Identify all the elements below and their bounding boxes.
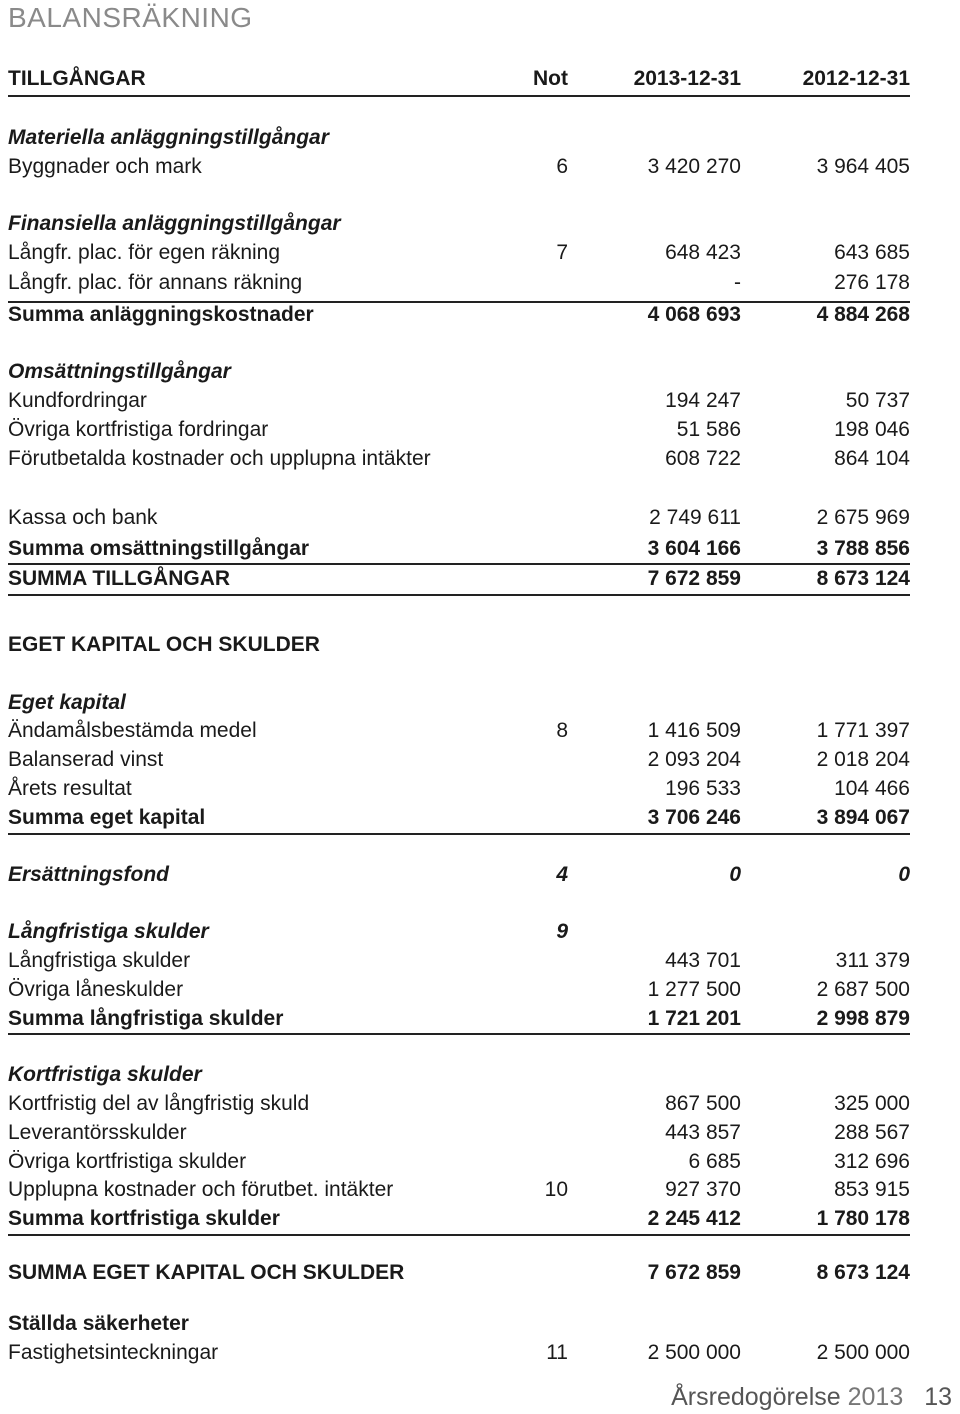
divider bbox=[8, 1234, 910, 1236]
row-label: Ställda säkerheter bbox=[8, 1312, 189, 1335]
row-label: Ändamålsbestämda medel bbox=[8, 719, 257, 742]
row-label: Byggnader och mark bbox=[8, 155, 202, 178]
row-note: 11 bbox=[546, 1341, 568, 1364]
row-value-2012: 3 788 856 bbox=[816, 537, 910, 560]
row-value-2012: 1 780 178 bbox=[816, 1207, 910, 1230]
row-value-2013: 927 370 bbox=[665, 1178, 741, 1201]
row-value-2012: 288 567 bbox=[834, 1121, 910, 1144]
row-note: 6 bbox=[556, 155, 568, 178]
row-value-2013: 867 500 bbox=[665, 1092, 741, 1115]
row-value-2012: 1 771 397 bbox=[816, 719, 910, 742]
row-label: Upplupna kostnader och förutbet. intäkter bbox=[8, 1178, 394, 1201]
row-label: Materiella anläggningstillgångar bbox=[8, 126, 329, 149]
row-value-2013: 443 857 bbox=[665, 1121, 741, 1144]
row-label: Kassa och bank bbox=[8, 506, 158, 529]
row-label: Förutbetalda kostnader och upplupna intäkter bbox=[8, 447, 431, 470]
row-value-2013: 6 685 bbox=[688, 1150, 741, 1173]
divider bbox=[8, 833, 910, 835]
table-row bbox=[8, 564, 910, 594]
table-row bbox=[8, 1309, 910, 1339]
table-row bbox=[8, 975, 910, 1005]
row-label: Summa långfristiga skulder bbox=[8, 1007, 284, 1030]
table-row bbox=[8, 946, 910, 976]
row-label: Summa anläggningskostnader bbox=[8, 303, 314, 326]
row-value-2012: 0 bbox=[898, 863, 910, 886]
row-label: Summa eget kapital bbox=[8, 806, 206, 829]
row-label: Omsättningstillgångar bbox=[8, 360, 231, 383]
row-value-2012: 2 675 969 bbox=[816, 506, 910, 529]
row-value-2013: 194 247 bbox=[665, 389, 741, 412]
table-row bbox=[8, 503, 910, 533]
table-row bbox=[8, 386, 910, 416]
row-label: Övriga kortfristiga skulder bbox=[8, 1150, 247, 1173]
row-value-2013: 3 706 246 bbox=[647, 806, 741, 829]
table-row bbox=[8, 688, 910, 718]
row-value-2013: 443 701 bbox=[665, 949, 741, 972]
row-note: 9 bbox=[556, 920, 568, 943]
table-row bbox=[8, 534, 910, 564]
row-label: Långfristiga skulder bbox=[8, 920, 209, 943]
header-label: TILLGÅNGAR bbox=[8, 67, 146, 90]
row-value-2013: 4 068 693 bbox=[647, 303, 741, 326]
row-value-2013: 648 423 bbox=[665, 241, 741, 264]
row-value-2012: 3 894 067 bbox=[816, 806, 910, 829]
table-row bbox=[8, 630, 910, 660]
footer-text: Årsredogörelse bbox=[671, 1383, 841, 1411]
row-label: Finansiella anläggningstillgångar bbox=[8, 212, 341, 235]
row-label: Långfr. plac. för egen räkning bbox=[8, 241, 281, 264]
row-value-2013: 196 533 bbox=[665, 777, 741, 800]
row-value-2013: 1 721 201 bbox=[647, 1007, 741, 1030]
row-value-2012: 312 696 bbox=[834, 1150, 910, 1173]
page-title: BALANSRÄKNING bbox=[8, 2, 253, 33]
header-col-2013: 2013-12-31 bbox=[633, 67, 741, 90]
row-label: Kortfristiga skulder bbox=[8, 1063, 202, 1086]
row-value-2013: 0 bbox=[729, 863, 741, 886]
row-label: Övriga kortfristiga fordringar bbox=[8, 418, 269, 441]
row-value-2013: 1 416 509 bbox=[647, 719, 741, 742]
row-value-2013: 51 586 bbox=[676, 418, 741, 441]
row-value-2012: 864 104 bbox=[834, 447, 910, 470]
row-value-2012: 643 685 bbox=[834, 241, 910, 264]
row-label: Övriga låneskulder bbox=[8, 978, 184, 1001]
footer-year: 2013 bbox=[847, 1383, 904, 1411]
table-row bbox=[8, 803, 910, 833]
row-value-2012: 311 379 bbox=[835, 949, 910, 972]
table-row bbox=[8, 357, 910, 387]
row-label: Årets resultat bbox=[8, 777, 132, 800]
table-row bbox=[8, 1204, 910, 1234]
row-value-2012: 2 500 000 bbox=[816, 1341, 910, 1364]
row-value-2012: 198 046 bbox=[834, 418, 910, 441]
row-value-2013: - bbox=[734, 271, 741, 294]
divider bbox=[8, 594, 910, 596]
row-label: Ersättningsfond bbox=[8, 863, 169, 886]
row-note: 4 bbox=[556, 863, 568, 886]
row-value-2012: 325 000 bbox=[834, 1092, 910, 1115]
row-value-2012: 8 673 124 bbox=[816, 1261, 910, 1284]
table-row bbox=[8, 1118, 910, 1148]
row-label: SUMMA TILLGÅNGAR bbox=[8, 567, 231, 590]
row-label: Långfristiga skulder bbox=[8, 949, 191, 972]
row-value-2013: 3 604 166 bbox=[647, 537, 741, 560]
row-value-2013: 2 245 412 bbox=[647, 1207, 741, 1230]
row-note: 8 bbox=[556, 719, 568, 742]
row-value-2012: 2 687 500 bbox=[816, 978, 910, 1001]
table-row bbox=[8, 917, 910, 947]
page-footer bbox=[671, 1383, 952, 1412]
row-value-2012: 2 998 879 bbox=[816, 1007, 910, 1030]
row-label: Kortfristig del av långfristig skuld bbox=[8, 1092, 310, 1115]
page-number: 13 bbox=[924, 1383, 952, 1411]
row-note: 10 bbox=[544, 1178, 568, 1201]
table-row bbox=[8, 209, 910, 239]
row-value-2012: 2 018 204 bbox=[816, 748, 910, 771]
table-row bbox=[8, 300, 910, 330]
table-row bbox=[8, 1089, 910, 1119]
table-row bbox=[8, 1004, 910, 1034]
row-value-2013: 2 749 611 bbox=[649, 506, 741, 529]
row-label: Fastighetsinteckningar bbox=[8, 1341, 219, 1364]
table-row bbox=[8, 745, 910, 775]
table-row bbox=[8, 238, 910, 268]
row-value-2013: 1 277 500 bbox=[647, 978, 741, 1001]
row-value-2013: 7 672 859 bbox=[647, 567, 741, 590]
row-value-2013: 608 722 bbox=[665, 447, 741, 470]
table-row bbox=[8, 123, 910, 153]
header-col-2012: 2012-12-31 bbox=[802, 67, 910, 90]
header-not: Not bbox=[533, 67, 568, 90]
row-value-2012: 276 178 bbox=[834, 271, 910, 294]
row-value-2013: 2 500 000 bbox=[647, 1341, 741, 1364]
row-value-2012: 853 915 bbox=[834, 1178, 910, 1201]
table-row bbox=[8, 1175, 910, 1205]
row-value-2012: 104 466 bbox=[834, 777, 910, 800]
row-note: 7 bbox=[556, 241, 568, 264]
table-row bbox=[8, 268, 910, 298]
row-label: SUMMA EGET KAPITAL OCH SKULDER bbox=[8, 1261, 405, 1284]
row-label: Summa omsättningstillgångar bbox=[8, 537, 310, 560]
table-header bbox=[8, 64, 910, 94]
table-row bbox=[8, 860, 910, 890]
row-label: Leverantörsskulder bbox=[8, 1121, 187, 1144]
row-value-2012: 8 673 124 bbox=[816, 567, 910, 590]
row-label: Eget kapital bbox=[8, 691, 126, 714]
row-value-2012: 50 737 bbox=[845, 389, 910, 412]
row-value-2013: 2 093 204 bbox=[647, 748, 741, 771]
row-label: Balanserad vinst bbox=[8, 748, 164, 771]
row-value-2013: 3 420 270 bbox=[647, 155, 741, 178]
table-row bbox=[8, 1147, 910, 1177]
table-row bbox=[8, 774, 910, 804]
row-label: EGET KAPITAL OCH SKULDER bbox=[8, 633, 320, 656]
row-value-2012: 3 964 405 bbox=[816, 155, 910, 178]
row-label: Kundfordringar bbox=[8, 389, 147, 412]
row-label: Långfr. plac. för annans räkning bbox=[8, 271, 303, 294]
table-row bbox=[8, 415, 910, 445]
table-row bbox=[8, 716, 910, 746]
row-label: Summa kortfristiga skulder bbox=[8, 1207, 280, 1230]
row-value-2012: 4 884 268 bbox=[816, 303, 910, 326]
row-value-2013: 7 672 859 bbox=[647, 1261, 741, 1284]
table-row bbox=[8, 152, 910, 182]
table-row bbox=[8, 444, 910, 474]
divider bbox=[8, 95, 910, 97]
table-row bbox=[8, 1338, 910, 1368]
table-row bbox=[8, 1060, 910, 1090]
table-row bbox=[8, 1258, 910, 1288]
